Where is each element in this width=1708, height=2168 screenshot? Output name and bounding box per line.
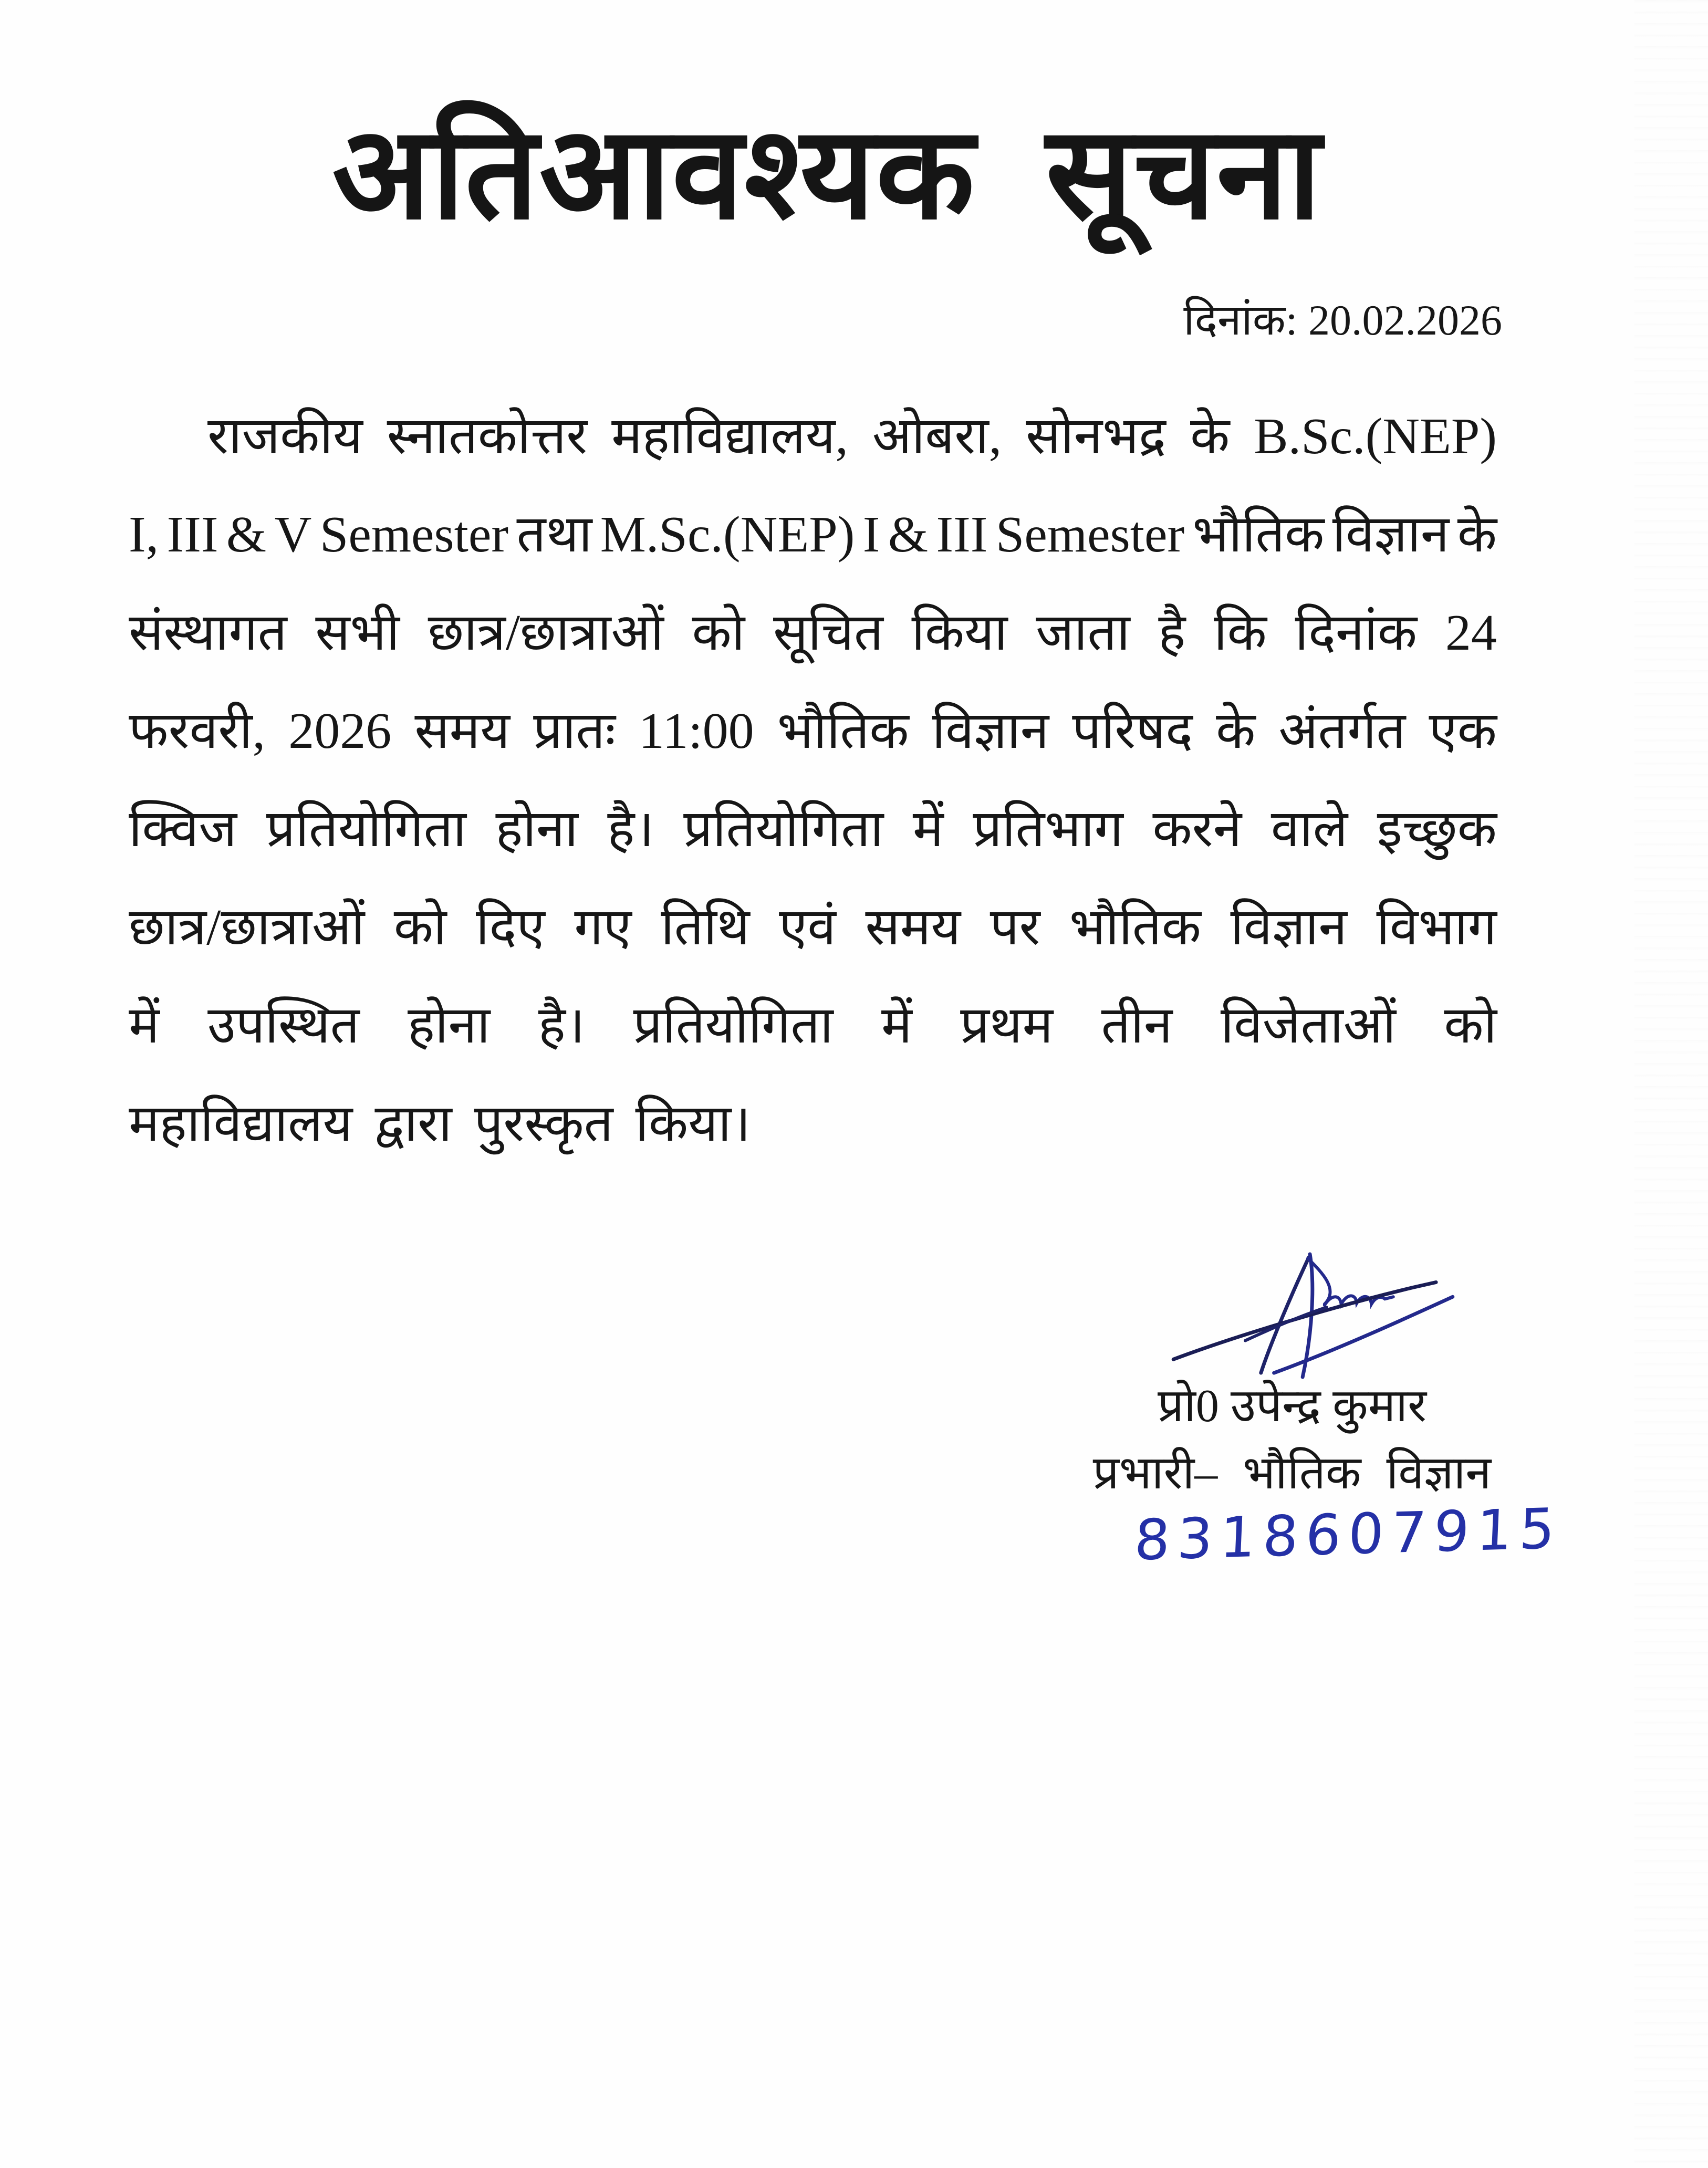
- body-word: दिनांक: [1295, 604, 1418, 661]
- body-word: संस्थागत: [129, 604, 287, 661]
- body-word: वाले: [1270, 801, 1348, 858]
- body-word: तीन: [1101, 997, 1173, 1054]
- body-word: समय: [865, 899, 961, 956]
- date-line: दिनांक: 20.02.2026: [1183, 296, 1502, 344]
- body-line: [129, 398, 1497, 496]
- body-word: करने: [1152, 801, 1242, 858]
- body-word: I,: [129, 506, 159, 563]
- signatory-name: प्रो0 उपेन्द्र कुमार: [1158, 1381, 1426, 1432]
- body-word: परिषद: [1072, 703, 1193, 759]
- handwritten-signature-icon: [1167, 1250, 1459, 1379]
- signatory-designation: प्रभारी– भौतिक विज्ञान: [1092, 1448, 1492, 1499]
- body-word: भौतिक: [1192, 506, 1325, 563]
- body-word: 24: [1445, 604, 1497, 661]
- body-line: [129, 595, 1497, 693]
- body-word: विज्ञान: [1230, 899, 1347, 956]
- body-word: को: [692, 604, 745, 661]
- body-word: विज्ञान: [1332, 506, 1450, 563]
- body-word: छात्र/छात्राओं: [129, 899, 365, 956]
- body-word: III: [166, 506, 218, 563]
- body-word: जाता: [1036, 604, 1130, 661]
- body-word: दिए: [476, 899, 545, 956]
- body-word: के: [1190, 408, 1230, 465]
- body-word: सोनभद्र: [1026, 408, 1167, 465]
- body-word: पुरस्कृत: [474, 1096, 613, 1152]
- body-word: है।: [538, 997, 585, 1054]
- body-word: III: [936, 506, 988, 563]
- body-word: 2026: [288, 703, 392, 759]
- body-word: में: [881, 997, 912, 1054]
- body-word: I: [862, 506, 880, 563]
- body-word: स्नातकोत्तर: [387, 408, 588, 465]
- body-word: सभी: [315, 604, 400, 661]
- body-word: प्रातः: [533, 703, 616, 759]
- body-word: होना: [495, 801, 578, 858]
- body-line: [129, 987, 1497, 1086]
- body-line: [129, 889, 1497, 987]
- body-line: [129, 693, 1497, 791]
- body-word: महाविद्यालय: [129, 1096, 353, 1152]
- body-word: पर: [990, 899, 1040, 956]
- body-word: भौतिक: [777, 703, 909, 759]
- body-word: किया: [911, 604, 1008, 661]
- body-word: होना: [408, 997, 491, 1054]
- body-word: विज्ञान: [932, 703, 1049, 759]
- body-word: राजकीय: [207, 408, 363, 465]
- body-word: सूचित: [773, 604, 883, 661]
- body-word: है: [1158, 604, 1186, 661]
- body-word: भौतिक: [1069, 899, 1201, 956]
- body-word: तिथि: [661, 899, 750, 956]
- body-word: प्रतियोगिता: [633, 997, 834, 1054]
- body-word: प्रतिभाग: [973, 801, 1123, 858]
- body-word: उपस्थित: [207, 997, 360, 1054]
- body-word: विजेताओं: [1220, 997, 1396, 1054]
- body-word: एक: [1429, 703, 1497, 759]
- body-word: छात्र/छात्राओं: [428, 604, 664, 661]
- body-word: फरवरी,: [129, 703, 266, 759]
- body-word: अंतर्गत: [1278, 703, 1406, 759]
- body-word: इच्छुक: [1377, 801, 1497, 858]
- page-title: अतिआवश्यक सूचना: [332, 103, 1322, 245]
- body-word: में: [129, 997, 160, 1054]
- body-word: &: [226, 506, 267, 563]
- body-word: V: [274, 506, 312, 563]
- body-word: को: [393, 899, 447, 956]
- body-word: गए: [574, 899, 632, 956]
- body-word: क्विज: [129, 801, 237, 858]
- body-word: Semester: [319, 506, 509, 563]
- body-word: कि: [1214, 604, 1267, 661]
- body-word: में: [912, 801, 944, 858]
- body-word: 11:00: [639, 703, 754, 759]
- body-line: [129, 496, 1497, 595]
- body-line: [129, 791, 1497, 889]
- body-word: किया।: [635, 1096, 751, 1152]
- body-word: समय: [414, 703, 511, 759]
- body-word: &: [888, 506, 929, 563]
- body-word: को: [1444, 997, 1497, 1054]
- body-word: B.Sc.(NEP): [1254, 408, 1497, 465]
- body-word: विभाग: [1376, 899, 1497, 956]
- notice-body: [129, 398, 1497, 1184]
- body-word: M.Sc.(NEP): [600, 506, 855, 563]
- body-line: [129, 1086, 1497, 1184]
- body-word: महाविद्यालय,: [611, 408, 848, 465]
- body-word: प्रतियोगिता: [683, 801, 884, 858]
- signatory-phone-number: 8318607915: [1133, 1496, 1564, 1573]
- body-word: द्वारा: [374, 1096, 452, 1152]
- body-word: प्रतियोगिता: [266, 801, 466, 858]
- body-word: है।: [607, 801, 654, 858]
- body-word: प्रथम: [960, 997, 1054, 1054]
- body-word: ओबरा,: [872, 408, 1002, 465]
- body-word: के: [1216, 703, 1256, 759]
- body-word: एवं: [779, 899, 836, 956]
- body-word: Semester: [995, 506, 1185, 563]
- body-word: के: [1457, 506, 1497, 563]
- body-word: तथा: [516, 506, 592, 563]
